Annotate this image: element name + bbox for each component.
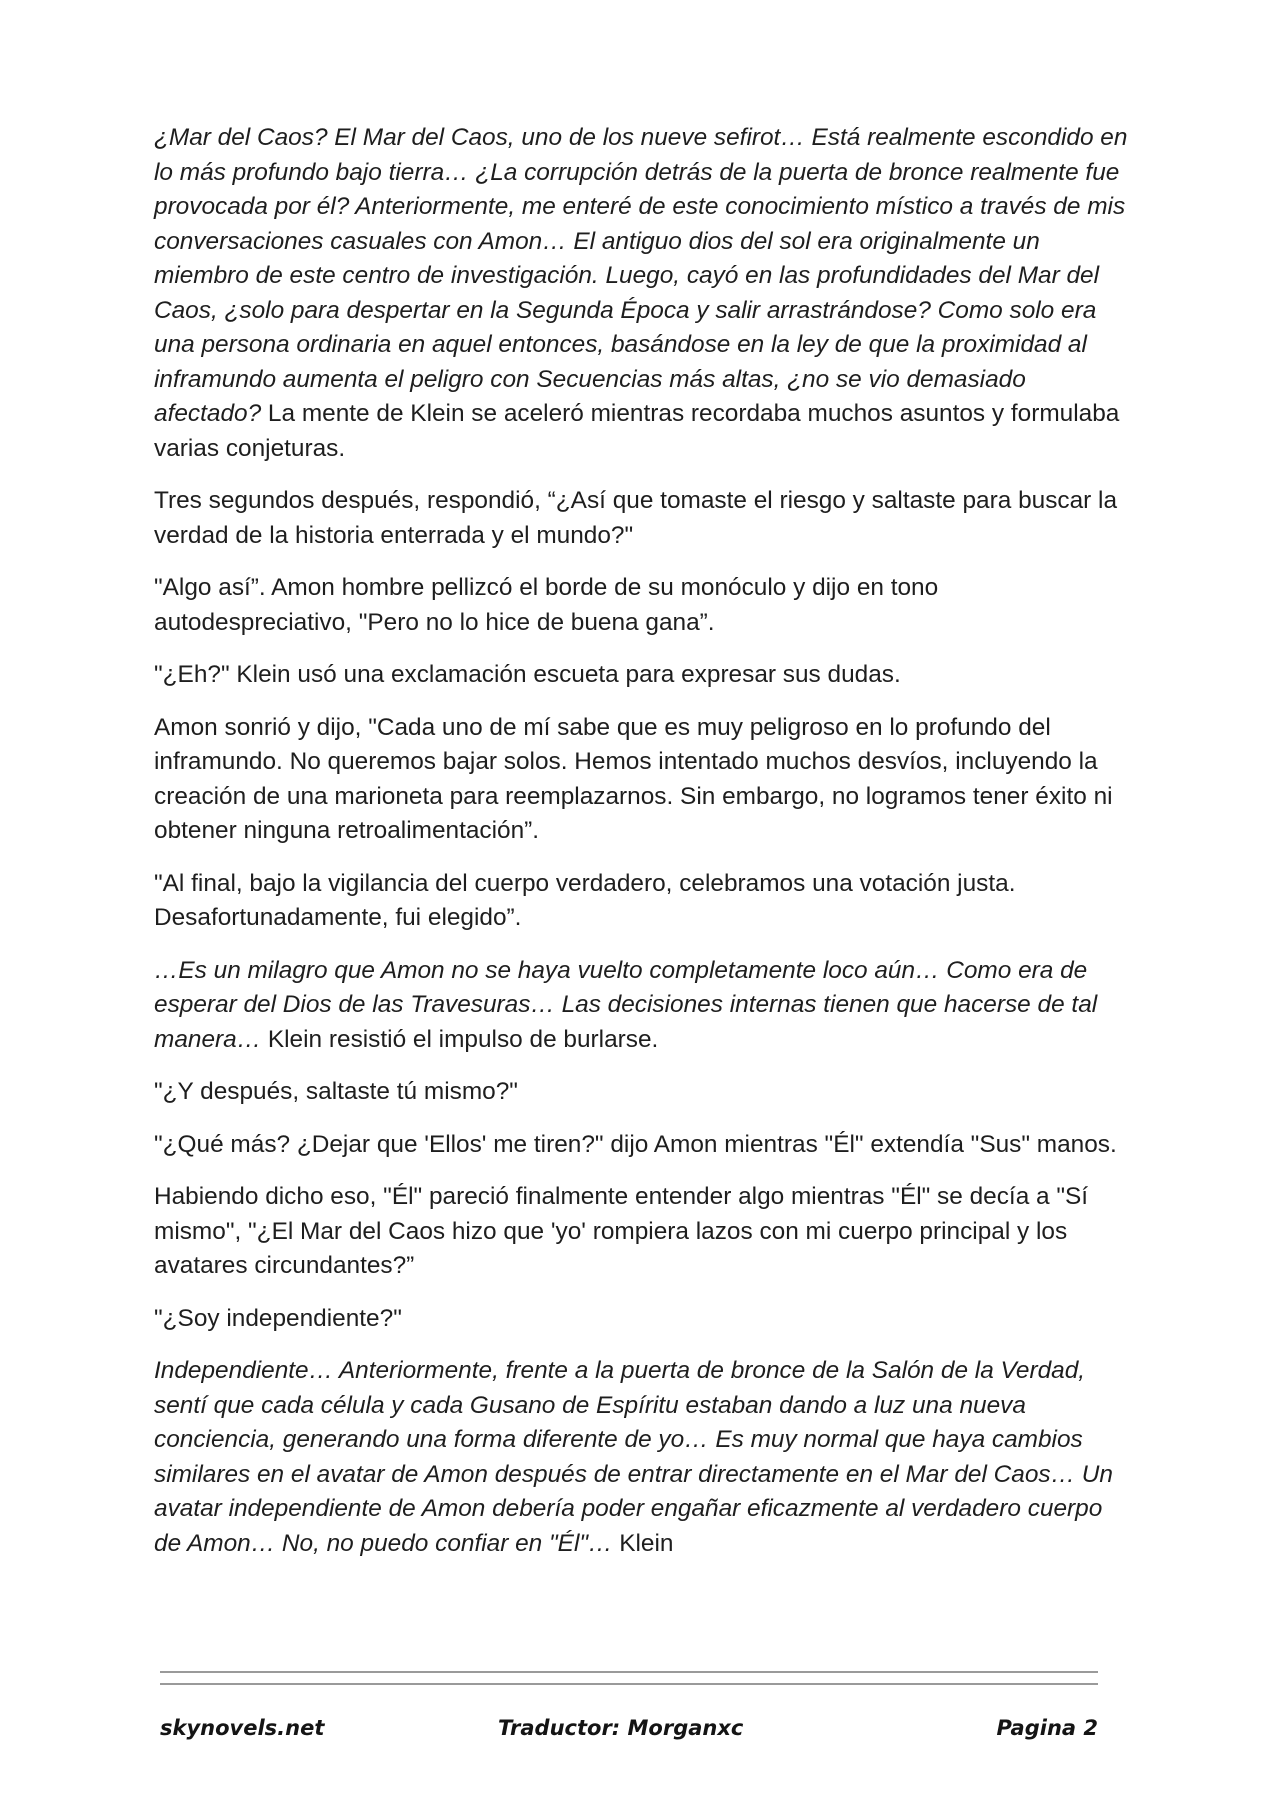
page-footer	[160, 1716, 1098, 1746]
text-segment: "¿Y después, saltaste tú mismo?"	[154, 1078, 518, 1105]
footer-divider-top	[160, 1671, 1098, 1673]
text-segment: "¿Eh?" Klein usó una exclamación escueta para expresar sus dudas.	[154, 661, 901, 688]
italic-text-segment: ¿Mar del Caos? El Mar del Caos, uno de los nueve sefirot… Está realmente escondido en lo más profundo bajo tierra… ¿La corrupción detrás de la puerta de bronce realmente fue provocada por él? Anteriormente, me enteré de este conocimiento místico a través de mis conversaciones casuales con Amon… El antiguo dios del sol era originalmente un miembro de este centro de investigación. Luego, cayó en las profundidades del Mar del Caos, ¿solo para despertar en la Segunda Época y salir arrastrándose? Como solo era una persona ordinaria en aquel entonces, basándose en la ley de que la proximidad al inframundo aumenta el peligro con Secuencias más altas, ¿no se vio demasiado afectado?	[154, 124, 1128, 427]
text-segment: La mente de Klein se aceleró mientras recordaba muchos asuntos y formulaba varias conjeturas.	[154, 400, 1120, 462]
text-segment: Habiendo dicho eso, "Él" pareció finalmente entender algo mientras "Él" se decía a "Sí mismo", "¿El Mar del Caos hizo que 'yo' rompiera lazos con mi cuerpo principal y los avatares circundantes?”	[154, 1183, 1089, 1279]
page-body-text	[154, 121, 1134, 1579]
text-segment: Klein	[612, 1529, 674, 1557]
footer-translator: Traductor: Morganxc	[498, 1716, 744, 1740]
paragraph	[154, 658, 1134, 693]
paragraph	[154, 1354, 1134, 1561]
text-segment: Amon sonrió y dijo, "Cada uno de mí sabe que es muy peligroso en lo profundo del inframundo. No queremos bajar solos. Hemos intentado muchos desvíos, incluyendo la creación de una marioneta para reemplazarnos. Sin embargo, no logramos tener éxito ni obtener ninguna retroalimentación”.	[154, 713, 1113, 844]
footer-site: skynovels.net	[160, 1716, 325, 1740]
paragraph	[154, 484, 1134, 553]
footer-page-number: Pagina 2	[996, 1716, 1098, 1740]
italic-text-segment: Independiente… Anteriormente, frente a la puerta de bronce de la Salón de la Verdad, sentí que cada célula y cada Gusano de Espíritu estaban dando a luz una nueva conciencia, generando una forma diferente de yo… Es muy normal que haya cambios similares en el avatar de Amon después de entrar directamente en el Mar del Caos… Un avatar independiente de Amon debería poder engañar eficazmente al verdadero cuerpo de Amon… No, no puedo confiar en "Él"…	[154, 1357, 1113, 1557]
paragraph	[154, 711, 1134, 849]
text-segment: "¿Soy independiente?"	[154, 1304, 402, 1332]
paragraph	[154, 121, 1134, 466]
italic-text-segment: …Es un milagro que Amon no se haya vuelto completamente loco aún… Como era de esperar del Dios de las Travesuras… Las decisiones internas tienen que hacerse de tal manera…	[154, 956, 1098, 1053]
text-segment: "¿Qué más? ¿Dejar que 'Ellos' me tiren?" dijo Amon mientras "Él" extendía "Sus" manos.	[154, 1130, 1117, 1158]
paragraph	[154, 954, 1134, 1058]
paragraph	[154, 1075, 1134, 1110]
text-segment: "Al final, bajo la vigilancia del cuerpo verdadero, celebramos una votación justa. Desafortunadamente, fui elegido”.	[154, 869, 1016, 931]
paragraph	[154, 571, 1134, 640]
paragraph	[154, 1180, 1134, 1284]
text-segment: Klein resistió el impulso de burlarse.	[261, 1025, 659, 1053]
paragraph	[154, 1302, 1134, 1337]
paragraph	[154, 1128, 1134, 1163]
text-segment: "Algo así”. Amon hombre pellizcó el borde de su monóculo y dijo en tono autodespreciativo, "Pero no lo hice de buena gana”.	[154, 574, 939, 636]
footer-divider-bottom	[160, 1683, 1098, 1685]
paragraph	[154, 867, 1134, 936]
text-segment: Tres segundos después, respondió, “¿Así que tomaste el riesgo y saltaste para buscar la verdad de la historia enterrada y el mundo?"	[154, 487, 1118, 549]
